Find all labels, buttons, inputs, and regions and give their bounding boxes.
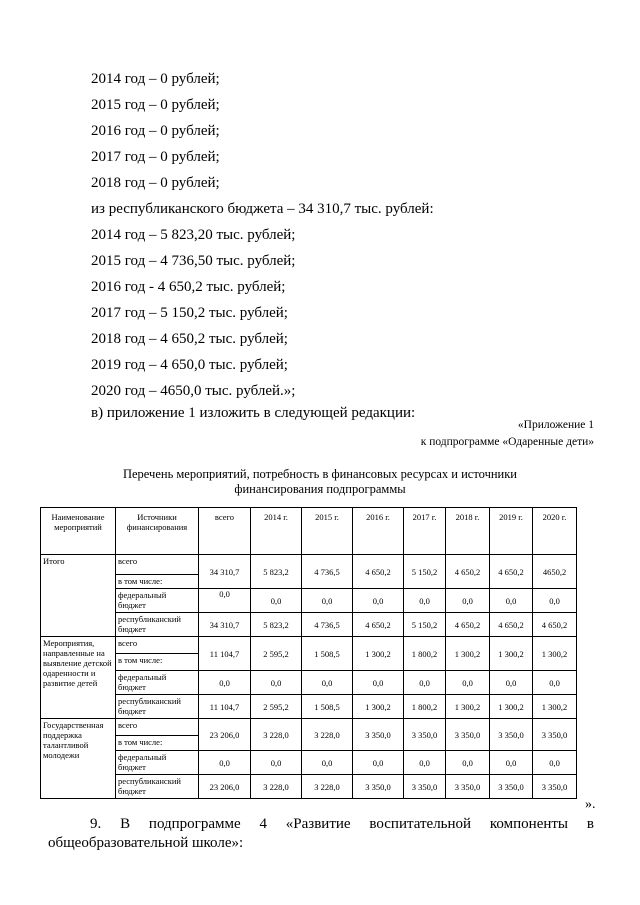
value-cell: 0,0 [404,751,446,775]
value-cell: 4 736,5 [302,555,353,589]
header-cell: 2017 г. [404,508,446,555]
value-cell: 0,0 [251,751,302,775]
value-cell: 1 300,2 [446,637,490,671]
value-cell: 11 104,7 [199,695,251,719]
value-cell: 1 300,2 [490,695,533,719]
source-cell: всего [116,637,199,654]
appendix-label: «Приложение 1 [517,419,594,431]
text-line: из республиканского бюджета – 34 310,7 тыс. рублей: [91,201,434,217]
source-cell: в том числе: [116,736,199,751]
paragraph-9-line1 [48,815,594,834]
event-name: Итого [41,555,116,637]
source-cell: в том числе: [116,575,199,589]
value-cell: 0,0 [490,589,533,613]
value-cell: 23 206,0 [199,719,251,751]
value-cell: 0,0 [302,589,353,613]
value-cell: 3 350,0 [490,775,533,799]
value-cell: 0,0 [533,671,577,695]
word: 4 [259,816,267,832]
value-cell: 0,0 [446,751,490,775]
value-cell: 0,0 [490,751,533,775]
table-row [41,695,577,719]
value-cell: 0,0 [199,751,251,775]
value-cell: 4 650,2 [446,613,490,637]
word: воспитательной [369,816,472,832]
text-line: 2017 год – 5 150,2 тыс. рублей; [91,305,288,321]
value-cell: 2 595,2 [251,637,302,671]
value-cell: 1 800,2 [404,695,446,719]
appendix-sublabel: к подпрограмме «Одаренные дети» [420,436,594,448]
value-cell: 5 823,2 [251,613,302,637]
value-cell: 11 104,7 [199,637,251,671]
value-cell: 0,0 [353,671,404,695]
header-cell: Источники финансирования [116,508,199,555]
value-cell: 0,0 [446,589,490,613]
value-cell: 34 310,7 [199,555,251,589]
value-cell: 0,0 [404,671,446,695]
event-name: Государственная поддержка талантливой молодежи [41,719,116,799]
table-header-row [41,508,577,555]
value-cell: 3 350,0 [353,775,404,799]
event-name: Мероприятия, направленные на выявление детской одаренности и развитие детей [41,637,116,719]
value-cell: 5 150,2 [404,555,446,589]
text-line: 2017 год – 0 рублей; [91,149,220,165]
table-row [41,555,577,575]
value-cell: 1 800,2 [404,637,446,671]
text-line: 2018 год – 4 650,2 тыс. рублей; [91,331,288,347]
source-cell: федеральный бюджет [116,589,199,613]
closing-quote: ». [585,797,596,812]
value-cell: 4 650,2 [353,613,404,637]
table-title-cont: финансирования подпрограммы [234,482,406,496]
header-cell: 2019 г. [490,508,533,555]
text-line: 2014 год – 5 823,20 тыс. рублей; [91,227,296,243]
value-cell: 4 650,2 [490,555,533,589]
financing-table [40,507,577,799]
value-cell: 1 300,2 [353,637,404,671]
header-cell: всего [199,508,251,555]
header-cell: 2016 г. [353,508,404,555]
source-cell: всего [116,555,199,575]
value-cell: 0,0 [251,671,302,695]
value-cell: 1 300,2 [490,637,533,671]
value-cell: 3 228,0 [251,719,302,751]
word: в [586,816,594,832]
word: В [120,816,131,832]
text-line: 2020 год – 4650,0 тыс. рублей.»; [91,383,296,399]
table-row [41,613,577,637]
value-cell: 4 650,2 [353,555,404,589]
value-cell: 1 300,2 [533,637,577,671]
value-cell: 4 736,5 [302,613,353,637]
source-cell: федеральный бюджет [116,671,199,695]
value-cell: 0,0 [353,751,404,775]
value-cell: 1 300,2 [353,695,404,719]
value-cell: 3 350,0 [446,775,490,799]
value-cell: 0,0 [404,589,446,613]
value-cell: 5 823,2 [251,555,302,589]
table-row [41,671,577,695]
value-cell: 4 650,2 [490,613,533,637]
value-cell: 5 150,2 [404,613,446,637]
value-cell: 3 228,0 [302,775,353,799]
value-cell: 0,0 [199,589,251,613]
text-line: 2015 год – 0 рублей; [91,97,220,113]
table-title: Перечень мероприятий, потребность в финансовых ресурсах и источники [122,467,517,481]
value-cell: 0,0 [533,589,577,613]
value-cell: 1 508,5 [302,637,353,671]
paragraph-9 [48,815,594,853]
header-cell: 2018 г. [446,508,490,555]
word: 9. [90,816,102,832]
table-row [41,589,577,613]
header-cell: 2020 г. [533,508,577,555]
table-row [41,775,577,799]
source-cell: в том числе: [116,654,199,671]
source-cell: республиканский бюджет [116,613,199,637]
value-cell: 0,0 [490,671,533,695]
value-cell: 0,0 [199,671,251,695]
value-cell: 2 595,2 [251,695,302,719]
header-cell: 2014 г. [251,508,302,555]
text-line: 2016 год – 0 рублей; [91,123,220,139]
word: «Развитие [285,816,351,832]
table-row [41,637,577,654]
value-cell: 3 350,0 [404,719,446,751]
value-cell: 3 350,0 [446,719,490,751]
value-cell: 3 350,0 [490,719,533,751]
value-cell: 1 300,2 [533,695,577,719]
text-line: 2014 год – 0 рублей; [91,71,220,87]
value-cell: 4650,2 [533,555,577,589]
value-cell: 0,0 [446,671,490,695]
text-line: 2016 год - 4 650,2 тыс. рублей; [91,279,286,295]
value-cell: 3 350,0 [533,719,577,751]
source-cell: федеральный бюджет [116,751,199,775]
text-line: 2018 год – 0 рублей; [91,175,220,191]
value-cell: 0,0 [302,671,353,695]
header-cell: 2015 г. [302,508,353,555]
value-cell: 4 650,2 [446,555,490,589]
value-cell: 0,0 [353,589,404,613]
value-cell: 0,0 [533,751,577,775]
table-row [41,751,577,775]
value-cell: 4 650,2 [533,613,577,637]
source-cell: республиканский бюджет [116,775,199,799]
word: подпрограмме [148,816,241,832]
text-line: 2015 год – 4 736,50 тыс. рублей; [91,253,296,269]
header-cell: Наименование мероприятий [41,508,116,555]
value-cell: 1 508,5 [302,695,353,719]
table-row [41,719,577,736]
source-cell: республиканский бюджет [116,695,199,719]
value-cell: 0,0 [302,751,353,775]
value-cell: 3 350,0 [533,775,577,799]
value-cell: 3 228,0 [251,775,302,799]
value-cell: 3 350,0 [404,775,446,799]
value-cell: 23 206,0 [199,775,251,799]
text-line: 2019 год – 4 650,0 тыс. рублей; [91,357,288,373]
paragraph-9-line2: общеобразовательной школе»: [48,835,244,851]
value-cell: 3 228,0 [302,719,353,751]
value-cell: 0,0 [251,589,302,613]
word: компоненты [489,816,569,832]
value-cell: 3 350,0 [353,719,404,751]
value-cell: 34 310,7 [199,613,251,637]
value-cell: 1 300,2 [446,695,490,719]
text-line: в) приложение 1 изложить в следующей редакции: [91,405,416,421]
source-cell: всего [116,719,199,736]
